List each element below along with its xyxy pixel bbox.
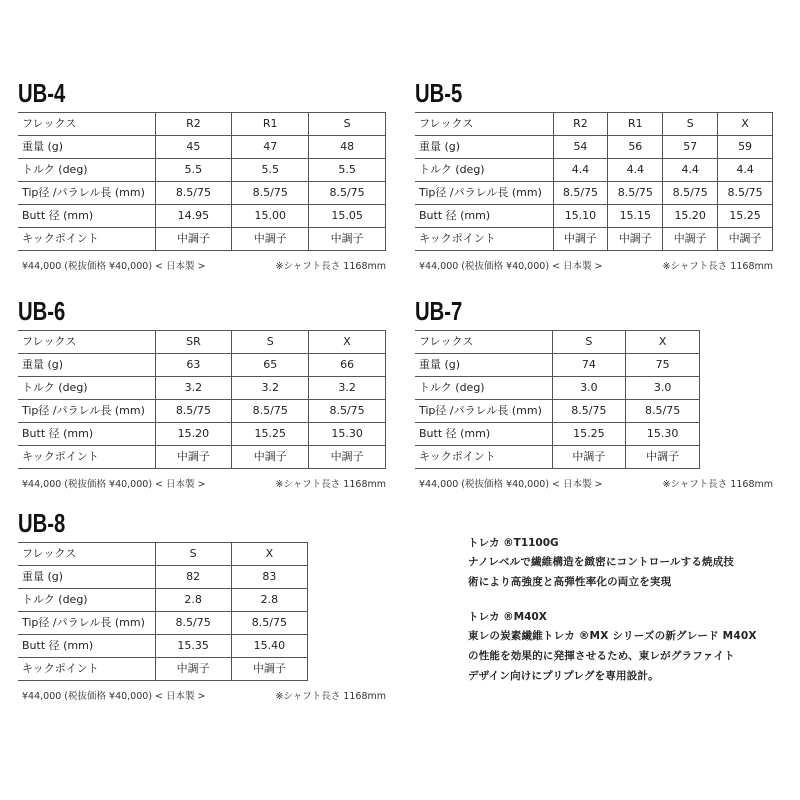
row-label: Tip径 /パラレル長 (mm) [415,182,553,205]
table-row [415,182,773,205]
cell: 3.0 [552,377,626,400]
cell: 15.25 [718,205,773,228]
cell: 8.5/75 [553,182,608,205]
cell: 15.35 [155,635,231,658]
cell: 中調子 [155,228,232,251]
cell: 54 [553,136,608,159]
cell: 8.5/75 [718,182,773,205]
cell: 15.25 [232,423,309,446]
cell: 82 [155,566,231,589]
cell: 3.2 [309,377,386,400]
cell: 83 [231,566,307,589]
ub4-section [18,78,386,272]
table-row [18,354,386,377]
footnote [18,476,386,490]
row-label: 重量 (g) [415,354,552,377]
table-row [415,423,700,446]
cell: 2.8 [155,589,231,612]
cell: 中調子 [232,228,309,251]
cell: X [718,113,773,136]
spec-table [18,112,386,251]
length-note: ※シャフト長さ 1168mm [275,261,386,272]
table-row [18,182,386,205]
table-row [18,400,386,423]
cell: 65 [232,354,309,377]
table-row [18,331,386,354]
cell: 5.5 [155,159,232,182]
cell: 63 [155,354,232,377]
cell: 8.5/75 [309,182,386,205]
row-label: キックポイント [18,446,155,469]
cell: 74 [552,354,626,377]
table-row [18,377,386,400]
cell: S [309,113,386,136]
material-text: 東レの炭素繊維トレカ ®MX シリーズの新グレード M40X [468,630,757,642]
table-row [18,635,308,658]
row-label: 重量 (g) [18,566,155,589]
cell: 15.40 [231,635,307,658]
table-row [18,423,386,446]
cell: 3.2 [155,377,232,400]
cell: 3.0 [626,377,700,400]
length-note: ※シャフト長さ 1168mm [662,261,773,272]
cell: 中調子 [155,446,232,469]
row-label: フレックス [18,331,155,354]
cell: 4.4 [718,159,773,182]
row-label: トルク (deg) [18,589,155,612]
cell: 中調子 [309,446,386,469]
table-row [415,377,700,400]
table-row [18,658,308,681]
cell: 45 [155,136,232,159]
price-text: ¥44,000 (税抜価格 ¥40,000) < 日本製 > [419,261,603,272]
cell: 8.5/75 [155,612,231,635]
cell: 2.8 [231,589,307,612]
cell: 75 [626,354,700,377]
cell: 中調子 [663,228,718,251]
cell: 56 [608,136,663,159]
model-title: UB-8 [18,508,66,538]
material-heading: トレカ ®T1100G [468,537,559,549]
table-row [415,354,700,377]
cell: 8.5/75 [552,400,626,423]
ub6-section [18,296,386,490]
cell: S [155,543,231,566]
table-row [18,566,308,589]
cell: 中調子 [718,228,773,251]
table-row [415,113,773,136]
footnote [415,476,773,490]
row-label: Tip径 /パラレル長 (mm) [18,182,155,205]
price-text: ¥44,000 (税抜価格 ¥40,000) < 日本製 > [22,691,206,702]
cell: 中調子 [309,228,386,251]
material-descriptions [468,534,788,686]
cell: 15.10 [553,205,608,228]
row-label: Tip径 /パラレル長 (mm) [415,400,552,423]
table-row [18,228,386,251]
row-label: 重量 (g) [415,136,553,159]
cell: 中調子 [232,446,309,469]
footnote [415,258,773,272]
material-text: ナノレベルで繊維構造を緻密にコントロールする焼成技 [468,556,735,568]
spec-table [415,330,700,469]
length-note: ※シャフト長さ 1168mm [275,479,386,490]
cell: 4.4 [663,159,718,182]
table-row [415,205,773,228]
row-label: フレックス [415,331,552,354]
row-label: Butt 径 (mm) [415,205,553,228]
table-row [415,159,773,182]
cell: 48 [309,136,386,159]
cell: X [309,331,386,354]
cell: 15.30 [626,423,700,446]
spec-table [415,112,773,251]
cell: 8.5/75 [155,182,232,205]
cell: 59 [718,136,773,159]
row-label: トルク (deg) [18,377,155,400]
ub5-section [415,78,773,272]
table-row [18,113,386,136]
cell: 15.15 [608,205,663,228]
table-row [415,331,700,354]
row-label: キックポイント [18,658,155,681]
material-text: 術により高強度と高弾性率化の両立を実現 [468,576,672,588]
cell: S [552,331,626,354]
row-label: フレックス [18,113,155,136]
table-row [18,589,308,612]
cell: 15.25 [552,423,626,446]
material-text: デザイン向けにプリプレグを専用設計。 [468,670,659,682]
model-title: UB-4 [18,78,66,108]
cell: 14.95 [155,205,232,228]
row-label: Butt 径 (mm) [18,635,155,658]
cell: 5.5 [309,159,386,182]
cell: X [231,543,307,566]
table-row [18,159,386,182]
footnote [18,258,386,272]
cell: SR [155,331,232,354]
table-row [415,400,700,423]
row-label: Butt 径 (mm) [18,205,155,228]
material-heading: トレカ ®M40X [468,611,547,623]
table-row [415,228,773,251]
row-label: Tip径 /パラレル長 (mm) [18,612,155,635]
model-title: UB-7 [415,296,463,326]
table-row [415,136,773,159]
cell: S [232,331,309,354]
cell: 66 [309,354,386,377]
table-row [18,543,308,566]
cell: R1 [232,113,309,136]
row-label: トルク (deg) [18,159,155,182]
cell: R1 [608,113,663,136]
cell: 4.4 [553,159,608,182]
cell: 8.5/75 [626,400,700,423]
ub8-section [18,508,386,702]
cell: 中調子 [608,228,663,251]
model-title: UB-5 [415,78,463,108]
cell: 15.05 [309,205,386,228]
cell: R2 [155,113,232,136]
cell: 15.00 [232,205,309,228]
row-label: 重量 (g) [18,136,155,159]
ub7-section [415,296,773,490]
row-label: Butt 径 (mm) [415,423,552,446]
cell: 中調子 [552,446,626,469]
cell: 中調子 [155,658,231,681]
cell: 5.5 [232,159,309,182]
cell: S [663,113,718,136]
price-text: ¥44,000 (税抜価格 ¥40,000) < 日本製 > [22,479,206,490]
row-label: Tip径 /パラレル長 (mm) [18,400,155,423]
cell: 3.2 [232,377,309,400]
spec-table [18,330,386,469]
cell: X [626,331,700,354]
length-note: ※シャフト長さ 1168mm [275,691,386,702]
row-label: トルク (deg) [415,159,553,182]
cell: 8.5/75 [309,400,386,423]
row-label: トルク (deg) [415,377,552,400]
row-label: フレックス [415,113,553,136]
table-row [415,446,700,469]
cell: 中調子 [626,446,700,469]
cell: 中調子 [231,658,307,681]
cell: 8.5/75 [232,182,309,205]
cell: 中調子 [553,228,608,251]
cell: 15.20 [663,205,718,228]
cell: 15.30 [309,423,386,446]
spec-table [18,542,308,681]
cell: 47 [232,136,309,159]
table-row [18,205,386,228]
cell: 8.5/75 [232,400,309,423]
cell: 8.5/75 [155,400,232,423]
row-label: キックポイント [18,228,155,251]
cell: 4.4 [608,159,663,182]
cell: R2 [553,113,608,136]
row-label: キックポイント [415,228,553,251]
model-title: UB-6 [18,296,66,326]
price-text: ¥44,000 (税抜価格 ¥40,000) < 日本製 > [419,479,603,490]
table-row [18,136,386,159]
cell: 57 [663,136,718,159]
cell: 8.5/75 [231,612,307,635]
row-label: Butt 径 (mm) [18,423,155,446]
table-row [18,612,308,635]
cell: 15.20 [155,423,232,446]
cell: 8.5/75 [663,182,718,205]
table-row [18,446,386,469]
price-text: ¥44,000 (税抜価格 ¥40,000) < 日本製 > [22,261,206,272]
length-note: ※シャフト長さ 1168mm [662,479,773,490]
cell: 8.5/75 [608,182,663,205]
row-label: フレックス [18,543,155,566]
row-label: キックポイント [415,446,552,469]
footnote [18,688,386,702]
row-label: 重量 (g) [18,354,155,377]
material-text: の性能を効果的に発揮させるため、東レがグラファイト [468,650,735,662]
